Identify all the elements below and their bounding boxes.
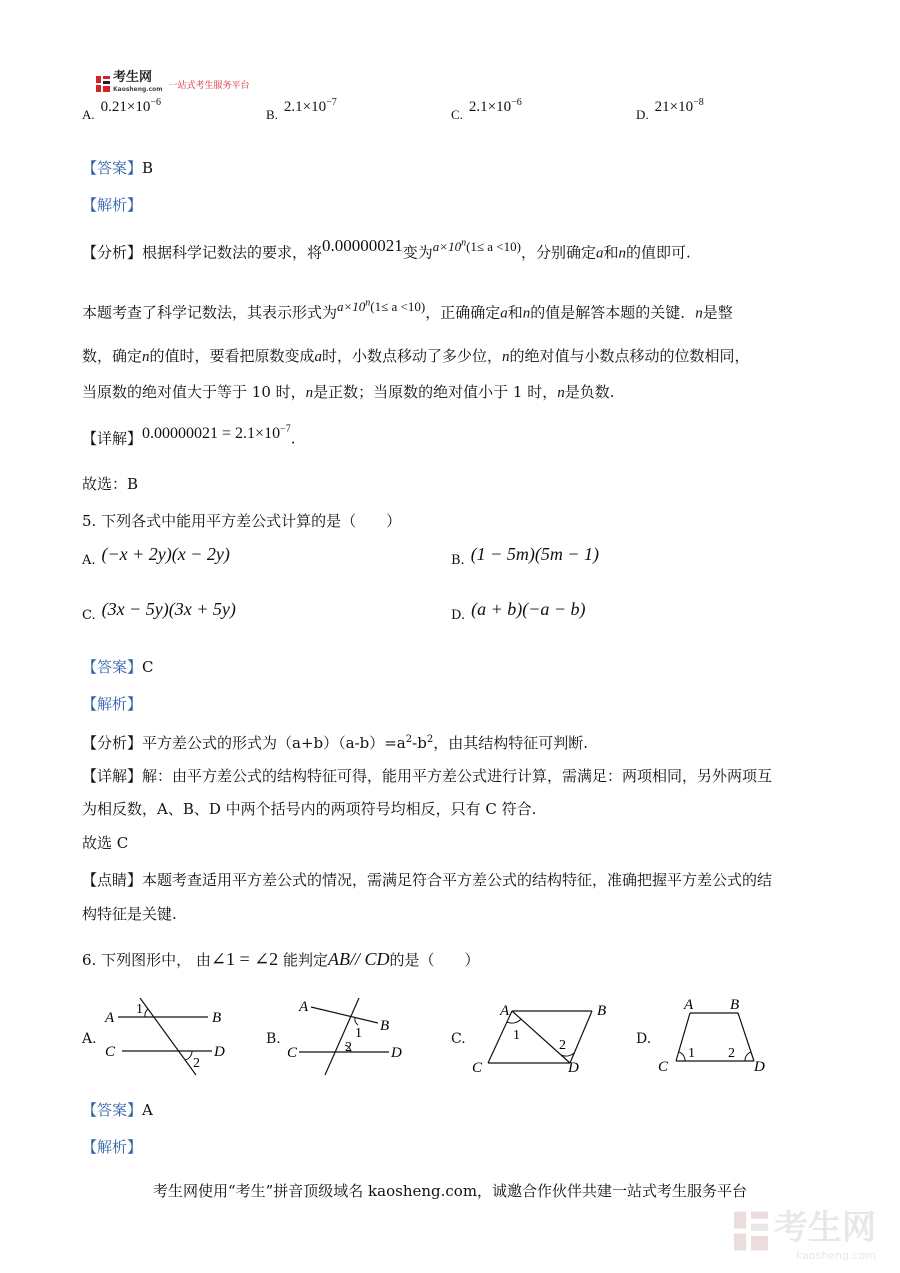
q4-option-b: B. $2.1\times 10^{-7}$ — [266, 97, 337, 122]
q5-option-d: D. (a + b)(−a − b) — [451, 599, 586, 623]
fig-c-angle-2: 2 — [559, 1038, 566, 1053]
fig-b-label-a: A — [299, 999, 309, 1015]
q5-option-a: A. (−x + 2y)(x − 2y) — [82, 544, 230, 568]
fig-a-label-c: C — [105, 1044, 116, 1060]
q4-option-a: A. $0.21\times 10^{-6}$ — [82, 97, 161, 122]
fig-c-label-b: B — [597, 1003, 607, 1019]
kaosheng-logo-icon — [96, 76, 110, 92]
q5-answer: 【答案】C — [82, 658, 154, 676]
q5-choose: 故选 C — [82, 834, 129, 852]
fig-d-label-b: B — [730, 997, 740, 1013]
fig-a-label-d: D — [214, 1044, 225, 1060]
fig-d-angle-1: 1 — [688, 1046, 695, 1061]
fig-c-label-c: C — [472, 1060, 483, 1076]
watermark-domain: kaosheng.com — [795, 1249, 876, 1262]
page-footer: 考生网使用“考生”拼音顶级域名 kaosheng.com，诚邀合作伙伴共建一站式考生服务平台 — [152, 1182, 748, 1200]
fig-d-label-a: A — [684, 997, 694, 1013]
q6-option-c-label: C. — [451, 1031, 466, 1047]
q5-detail-line-1: 【详解】解：由平方差公式的结构特征可得，能用平方差公式进行计算，需满足：两项相同，另外两项互 — [82, 767, 773, 785]
q5-fenxi: 【分析】平方差公式的形式为$(a+b)(a-b)=a^2-b^2$，由其结构特征可判断. — [82, 734, 588, 752]
q6-figure-a — [100, 995, 240, 1080]
fig-a-label-a: A — [105, 1010, 115, 1026]
q5-option-b: B. (1 − 5m)(5m − 1) — [451, 544, 599, 568]
fig-a-angle-2: 2 — [193, 1056, 200, 1071]
q5-detail-line-2: 为相反数，A、B、D 中两个括号内的两项符号均相反，只有 C 符合. — [82, 800, 537, 818]
q6-option-d-label: D. — [636, 1031, 652, 1047]
q4-fenxi: 【分析】根据科学记数法的要求，将0.00000021变为$a\times 10^n(1\le a <10)$，分别确定a和n的值即可. — [82, 236, 691, 262]
q4-body-line-1: 本题考查了科学记数法，其表示形式为$a\times 10^n(1\le a <10)$，正确确定a和n的值是解答本题的关键．n是整 — [82, 298, 733, 322]
q6-figure-b — [283, 995, 418, 1080]
q4-answer: 【答案】B — [82, 159, 154, 177]
fig-c-label-d: D — [568, 1060, 579, 1076]
q6-option-b-label: B. — [266, 1031, 281, 1047]
q5-stem: 5. 下列各式中能用平方差公式计算的是（ ） — [82, 512, 402, 530]
logo-brand: 考生网 Kaosheng.com — [113, 72, 163, 96]
fig-d-label-d: D — [754, 1059, 765, 1075]
q5-note-line-1: 【点睛】本题考查适用平方差公式的情况，需满足符合平方差公式的结构特征，准确把握平方差公式的结 — [82, 871, 773, 889]
watermark — [734, 1200, 876, 1262]
q4-detail: 【详解】$0.00000021 = 2.1\times 10^{-7}$. — [82, 424, 296, 448]
fig-d-angle-2: 2 — [728, 1046, 735, 1061]
q6-option-a-label: A. — [82, 1031, 97, 1047]
fig-b-label-b: B — [380, 1018, 390, 1034]
q4-body-line-3: 当原数的绝对值大于等于 10 时，n是正数；当原数的绝对值小于 1 时，n是负数. — [82, 383, 615, 401]
fig-a-label-b: B — [212, 1010, 222, 1026]
fig-a-angle-1: 1 — [136, 1002, 143, 1017]
watermark-brand: 考生网 — [774, 1208, 876, 1248]
fig-c-angle-1: 1 — [513, 1028, 520, 1043]
q6-analysis-tag: 【解析】 — [82, 1138, 143, 1156]
fig-b-label-d: D — [391, 1045, 402, 1061]
fig-d-label-c: C — [658, 1059, 669, 1075]
q4-choose: 故选：B — [82, 475, 139, 493]
q6-stem: 6. 下列图形中， 由∠1 = ∠2 能判定AB// CD的是（ ） — [82, 949, 480, 969]
fig-b-angle-2: 2 — [345, 1040, 352, 1055]
q6-answer: 【答案】A — [82, 1101, 153, 1119]
q4-option-c: C. $2.1\times 10^{-6}$ — [451, 97, 522, 122]
q4-analysis-tag: 【解析】 — [82, 196, 143, 214]
q6-figure-d — [654, 995, 779, 1080]
q4-body-line-2: 数，确定n的值时，要看把原数变成a时，小数点移动了多少位，n的绝对值与小数点移动的位数相同， — [82, 347, 750, 365]
fig-b-label-c: C — [287, 1045, 298, 1061]
logo-slogan: 一站式考生服务平台 — [168, 80, 250, 91]
fig-b-angle-1: 1 — [355, 1026, 362, 1041]
watermark-logo-icon — [734, 1211, 768, 1251]
logo-domain: Kaosheng.com — [113, 86, 163, 93]
q6-figure-c — [468, 995, 618, 1080]
fig-c-label-a: A — [500, 1003, 510, 1019]
header-logo — [96, 72, 250, 96]
q4-option-d: D. $21\times 10^{-8}$ — [636, 97, 704, 122]
q5-option-c: C. (3x − 5y)(3x + 5y) — [82, 599, 236, 623]
q5-note-line-2: 构特征是关键. — [82, 905, 177, 923]
q5-analysis-tag: 【解析】 — [82, 695, 143, 713]
